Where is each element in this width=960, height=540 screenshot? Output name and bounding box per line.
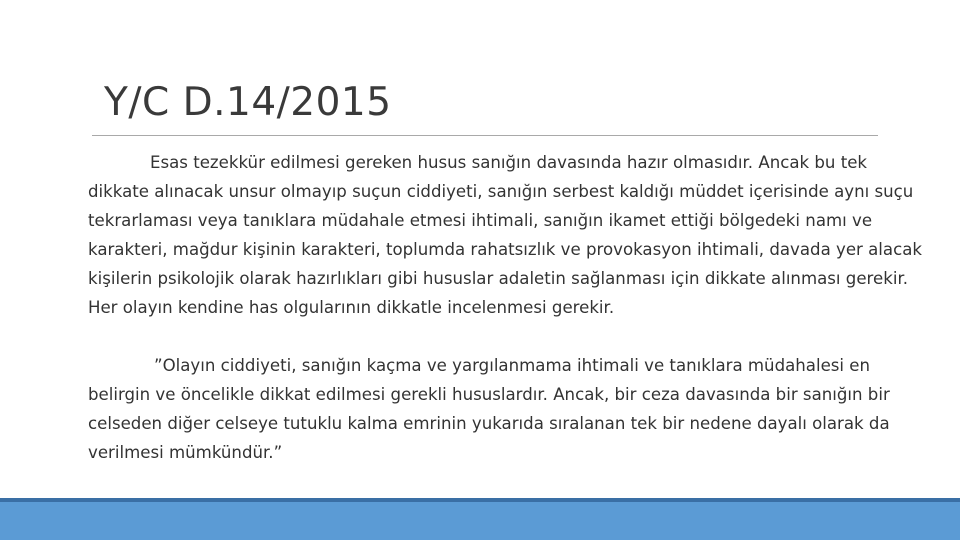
footer-accent-edge xyxy=(0,498,960,502)
slide-title: Y/C D.14/2015 xyxy=(104,80,392,125)
body-paragraph-quote: ”Olayın ciddiyeti, sanığın kaçma ve yargılanmama ihtimali ve tanıklara müdahalesi en belirgin ve öncelikle dikkat edilmesi gerekli hususlardır. Ancak, bir ceza davasında bir sanığın bir celseden diğer celseye tutuklu kalma emrinin yukarıda sıralanan tek bir nedene dayalı olarak da verilmesi mümkündür.” xyxy=(88,356,890,462)
title-divider xyxy=(92,135,878,136)
body-paragraph-1: Esas tezekkür edilmesi gereken husus sanığın davasında hazır olmasıdır. Ancak bu tek dikkate alınacak unsur olmayıp suçun ciddiyeti, sanığın serbest kaldığı müddet içerisinde aynı suçu tekrarlaması veya tanıklara müdahale etmesi ihtimali, sanığın ikamet ettiği bölgedeki namı ve karakteri, mağdur kişinin karakteri, toplumda rahatsızlık ve provokasyon ihtimali, davada yer alacak kişilerin psikolojik olarak hazırlıkları gibi hususlar adaletin sağlanması için dikkate alınması gerekir. Her olayın kendine has olgularının dikkatle incelenmesi gerekir. xyxy=(88,153,922,317)
footer-accent-bar xyxy=(0,498,960,540)
slide-body xyxy=(88,148,928,467)
